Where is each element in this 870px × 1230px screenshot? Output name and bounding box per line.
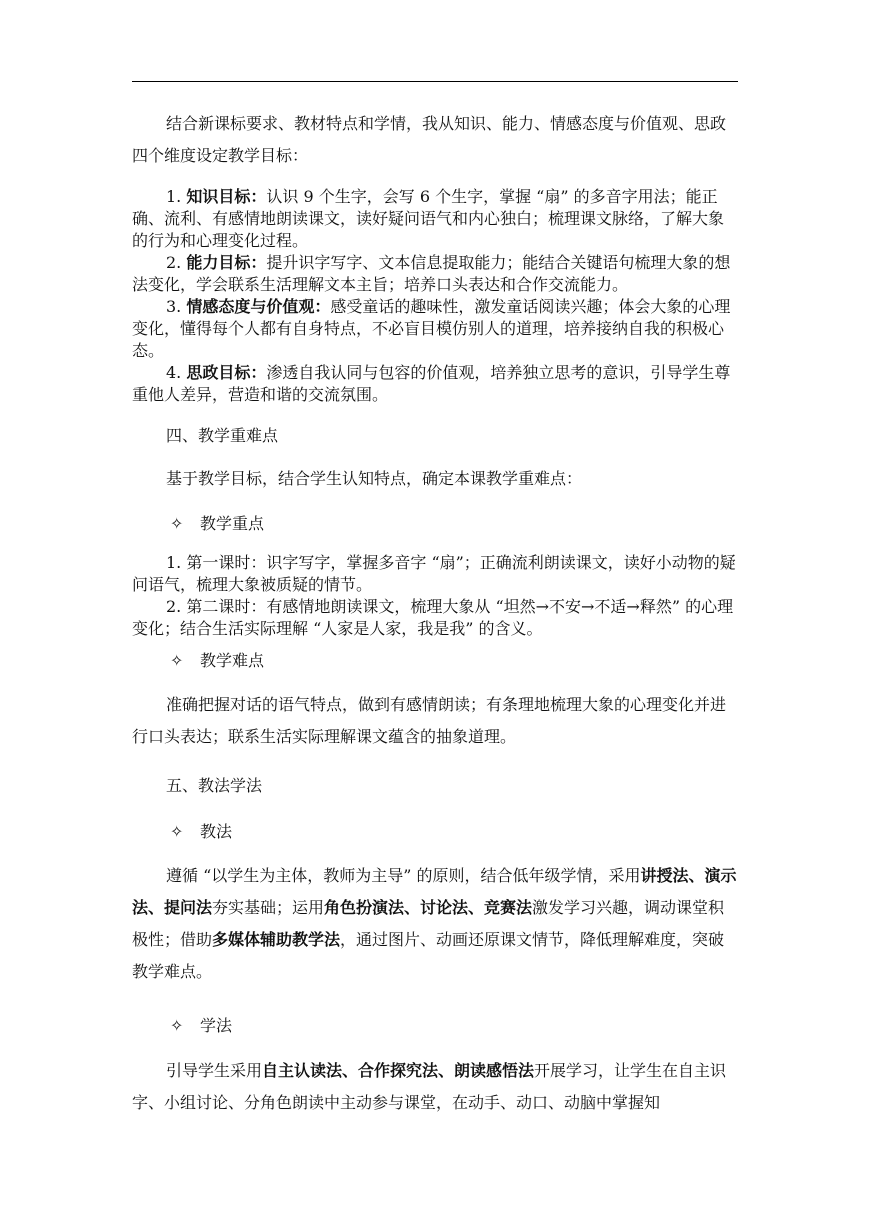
goal-title: 思政目标 <box>186 363 251 382</box>
goal-item: 2. 能力目标：提升识字写字、文本信息提取能力；能结合关键语句梳理大象的想法变化，学会联系生活理解文本主旨；培养口头表达和合作交流能力。 <box>132 253 731 294</box>
goal-title: 情感态度与价值观 <box>186 297 315 316</box>
diamond-bullet-icon: ✧ <box>170 1016 184 1035</box>
diamond-bullet-icon: ✧ <box>170 514 184 533</box>
goal-item: 1. 知识目标：认识 9 个生字，会写 6 个生字，掌握 “扇” 的多音字用法；能正确、流利、有感情地朗读课文，读好疑问语气和内心独白；梳理课文脉络，了解大象的行为和心理变化过程。 <box>132 187 725 250</box>
key-points-list <box>132 552 738 640</box>
goals-list <box>132 186 738 406</box>
goal-text: 感受童话的趣味性，激发童话阅读兴趣；体会大象的心理变化，懂得每个人都有自身特点，不必盲目模仿别人的道理，培养接纳自我的积极心态。 <box>132 297 731 360</box>
method-highlight: 讲授法、演示法、提问法 <box>132 866 737 917</box>
section4-heading: 四、教学重难点 <box>166 426 279 445</box>
difficulties-heading: ✧ 教学难点 <box>170 651 265 670</box>
goal-text: 认识 9 个生字，会写 6 个生字，掌握 “扇” 的多音字用法；能正确、流利、有感情地朗读课文，读好疑问语气和内心独白；梳理课文脉络，了解大象的行为和心理变化过程。 <box>132 187 725 250</box>
diamond-bullet-icon: ✧ <box>170 651 184 670</box>
diamond-bullet-icon: ✧ <box>170 822 184 841</box>
key-points-heading: ✧ 教学重点 <box>170 514 265 533</box>
section5-heading: 五、教法学法 <box>166 776 263 795</box>
method-highlight: 角色扮演法、讨论法、竞赛法 <box>324 898 533 917</box>
key-point-item: 2. 第二课时：有感情地朗读课文，梳理大象从 “坦然→不安→不适→释然” 的心理变化；结合生活实际理解 “人家是人家，我是我” 的含义。 <box>132 597 734 638</box>
intro-paragraph <box>132 108 738 172</box>
method-highlight: 自主认读法、合作探究法、朗读感悟法 <box>262 1061 535 1080</box>
goal-title: 知识目标 <box>186 187 251 206</box>
goal-title: 能力目标 <box>186 253 251 272</box>
section4-intro: 基于教学目标，结合学生认知特点，确定本课教学重难点： <box>166 469 583 488</box>
difficulties-paragraph: 准确把握对话的语气特点，做到有感情朗读；有条理地梳理大象的心理变化并进行口头表达；联系生活实际理解课文蕴含的抽象道理。 <box>132 695 727 746</box>
intro-text: 结合新课标要求、教材特点和学情，我从知识、能力、情感态度与价值观、思政四个维度设定教学目标： <box>132 114 727 165</box>
method-highlight: 多媒体辅助教学法 <box>212 930 341 949</box>
learning-paragraph: 引导学生采用自主认读法、合作探究法、朗读感悟法开展学习，让学生在自主识字、小组讨论、分角色朗读中主动参与课堂，在动手、动口、动脑中掌握知 <box>132 1061 727 1112</box>
learning-heading: ✧ 学法 <box>170 1016 233 1035</box>
goal-text: 提升识字写字、文本信息提取能力；能结合关键语句梳理大象的想法变化，学会联系生活理解文本主旨；培养口头表达和合作交流能力。 <box>132 253 731 294</box>
goal-item: 3. 情感态度与价值观：感受童话的趣味性，激发童话阅读兴趣；体会大象的心理变化，懂得每个人都有自身特点，不必盲目模仿别人的道理，培养接纳自我的积极心态。 <box>132 297 731 360</box>
header-rule <box>132 81 738 82</box>
goal-text: 渗透自我认同与包容的价值观，培养独立思考的意识，引导学生尊重他人差异，营造和谐的交流氛围。 <box>132 363 731 404</box>
teaching-heading: ✧ 教法 <box>170 822 233 841</box>
teaching-paragraph: 遵循 “以学生为主体，教师为主导” 的原则，结合低年级学情，采用讲授法、演示法、提问法夯实基础；运用角色扮演法、讨论法、竞赛法激发学习兴趣，调动课堂积极性；借助多媒体辅助教学法，通过图片、动画还原课文情节，降低理解难度，突破教学难点。 <box>132 866 737 981</box>
goal-item: 4. 思政目标：渗透自我认同与包容的价值观，培养独立思考的意识，引导学生尊重他人差异，营造和谐的交流氛围。 <box>132 363 731 404</box>
key-point-item: 1. 第一课时：识字写字，掌握多音字 “扇”；正确流利朗读课文，读好小动物的疑问语气，梳理大象被质疑的情节。 <box>132 553 736 594</box>
